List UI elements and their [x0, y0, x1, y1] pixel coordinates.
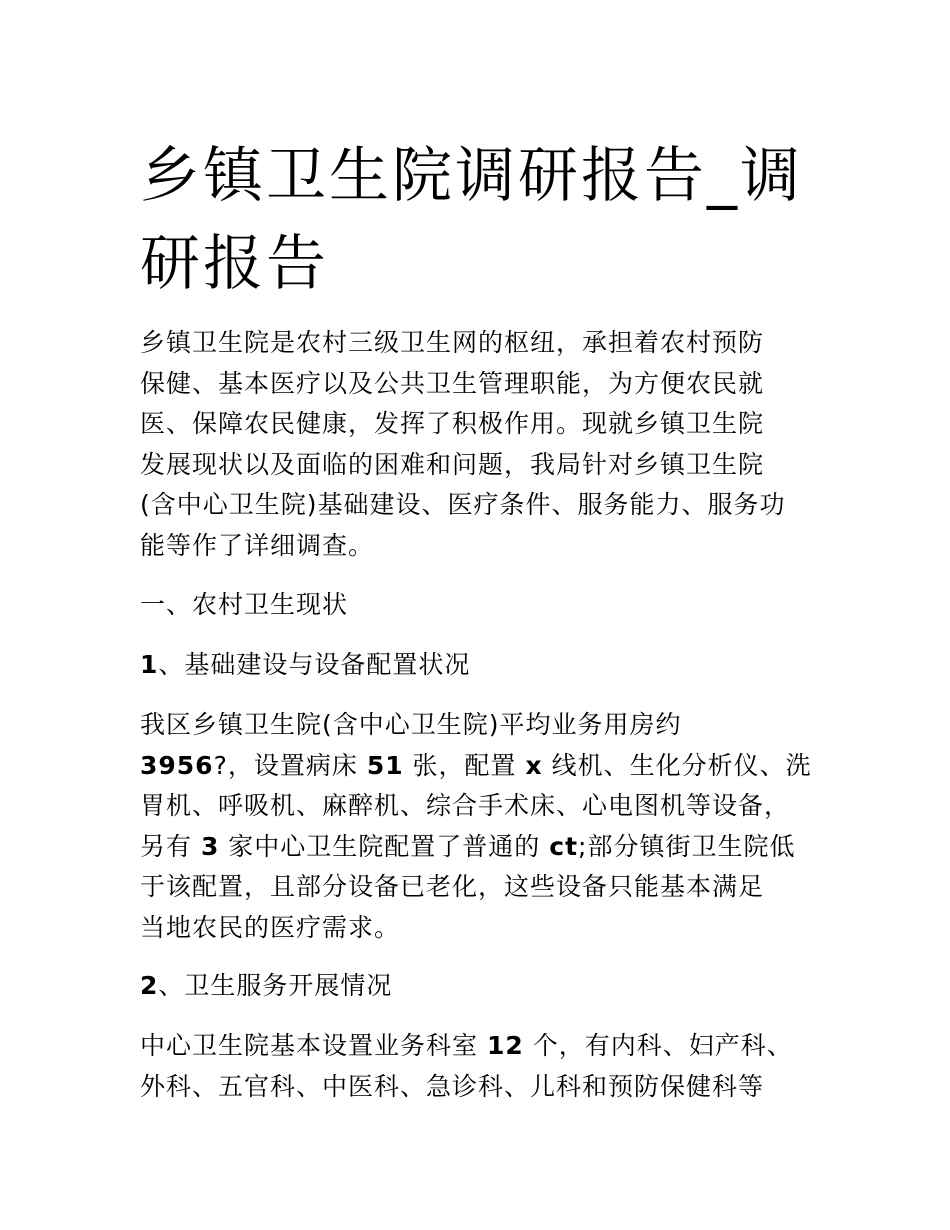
subsection-text: 、卫生服务开展情况: [158, 971, 393, 1000]
intro-line: 发展现状以及面临的困难和问题，我局针对乡镇卫生院: [140, 449, 765, 479]
para-text: ;部分镇街卫生院低: [578, 831, 796, 861]
para-text: 个，有内科、妇产科、: [523, 1031, 793, 1060]
subsection-text: 、基础建设与设备配置状况: [158, 650, 471, 679]
para-text: 中心卫生院基本设置业务科室: [140, 1031, 487, 1060]
page-title: [140, 132, 820, 308]
section-heading-rural-health: 一、农村卫生现状: [140, 590, 349, 619]
subsection-number: 1: [140, 650, 159, 679]
para-line: 于该配置，且部分设备已老化，这些设备只能基本满足: [140, 872, 765, 901]
beds-value: 51: [366, 750, 404, 780]
para-line: 胃机、呼吸机、麻醉机、综合手术床、心电图机等设备，: [140, 791, 791, 820]
services-paragraph: [140, 1026, 820, 1107]
para-line: 我区乡镇卫生院(含中心卫生院)平均业务用房约: [140, 710, 682, 739]
intro-line: 能等作了详细调查。: [140, 530, 375, 560]
para-text: 线机、生化分析仪、洗: [542, 750, 812, 780]
infrastructure-paragraph: [140, 705, 820, 948]
title-line-1: 乡镇卫生院调研报告_调: [140, 141, 803, 211]
intro-line: 医、保障农民健康，发挥了积极作用。现就乡镇卫生院: [140, 409, 765, 438]
para-text: ?，设置病床: [213, 750, 367, 780]
para-line: 当地农民的医疗需求。: [140, 912, 401, 942]
para-text: 另有: [140, 831, 201, 861]
para-text: 家中心卫生院配置了普通的: [219, 831, 550, 861]
subsection-number: 2: [140, 971, 159, 1000]
area-value: 3956: [140, 750, 214, 780]
subsection-heading-services: [140, 966, 820, 1007]
para-text: 张，配置: [403, 750, 526, 780]
dept-count: 12: [486, 1031, 524, 1060]
intro-paragraph: [140, 323, 820, 566]
ct-count: 3: [200, 831, 220, 861]
subsection-heading-infrastructure: [140, 645, 820, 686]
x-label: x: [525, 750, 543, 780]
intro-line: 乡镇卫生院是农村三级卫生网的枢纽，承担着农村预防: [140, 328, 765, 357]
title-line-2: 研报告: [140, 229, 329, 299]
intro-line: 保健、基本医疗以及公共卫生管理职能，为方便农民就: [140, 368, 765, 398]
para-line: 外科、五官科、中医科、急诊科、儿科和预防保健科等: [140, 1071, 765, 1101]
ct-label: ct: [549, 831, 579, 861]
intro-line: (含中心卫生院)基础建设、医疗条件、服务能力、服务功: [140, 490, 786, 519]
